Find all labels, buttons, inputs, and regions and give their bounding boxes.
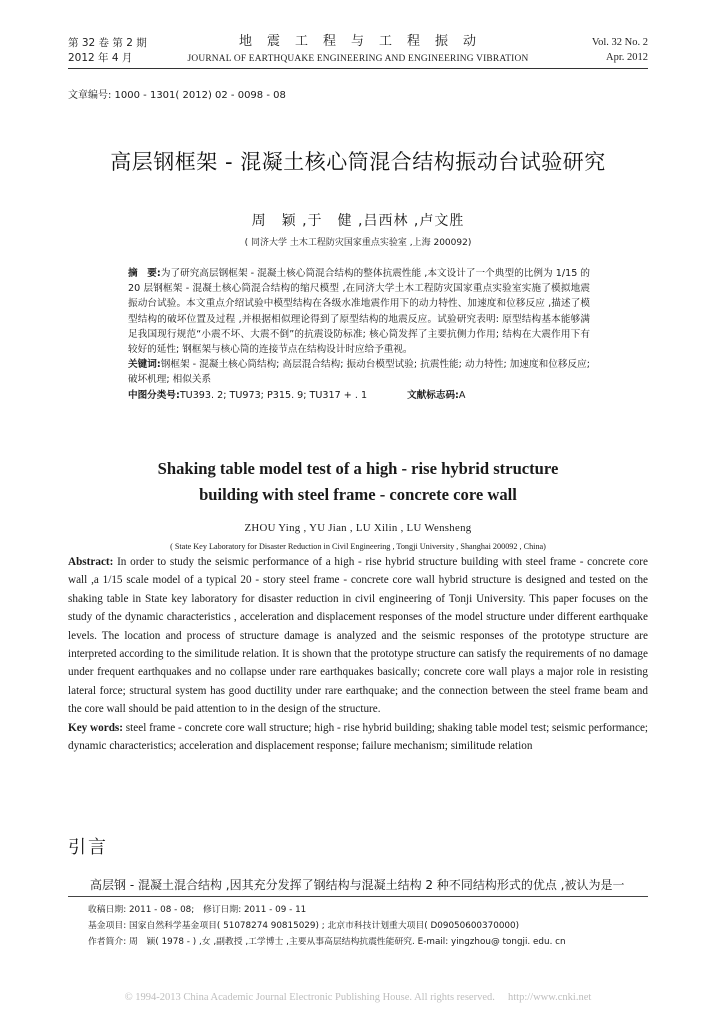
header-journal-en: JOURNAL OF EARTHQUAKE ENGINEERING AND ENGINEERING VIBRATION [187,54,529,64]
keywords-cn [128,357,590,387]
header-date: 2012 年 4 月 [68,52,133,64]
clc-value: TU393. 2; TU973; P315. 9; TU317 + . 1 [179,389,368,401]
abstract-cn-body: 为了研究高层钢框架 - 混凝土核心筒混合结构的整体抗震性能 ,本文设计了一个典型的比例为 1/15 的 20 层钢框架 - 混凝土核心筒混合结构的缩尺模型 ,在同济大学土木工程防灾国家重点实验室实施了模拟地震振动台试验。本文重点介绍试验中模型结构在各级水准地震作用下的动力特性、加速度和位移反应 ,描述了模型结构的破坏位置及过程 ,并根据相似理论得到了原型结构的地震反应。试验研究表明: 原型结构基本能够满足我国现行规范“小震不坏、大震不倒”的抗震设防标准; 核心筒发挥了主要抗侧力作用; 结构在大震作用下有较好的延性; 钢框架与核心筒的连接节点在结构设计时应给予重视。 [128,268,590,356]
abstract-cn [128,266,590,403]
title-cn: 高层钢框架 - 混凝土核心筒混合结构振动台试验研究 [110,150,606,174]
affiliation-en: ( State Key Laboratory for Disaster Reduction in Civil Engineering , Tongji University , Shanghai 200092 , China) [170,542,546,551]
abstract-cn-text [128,266,590,357]
copyright-footer: © 1994-2013 China Academic Journal Electronic Publishing House. All rights reserved. http://www.cnki.net [124,992,592,1003]
intro-first-line: 高层钢 - 混凝土混合结构 ,因其充分发挥了钢结构与混凝土结构 2 种不同结构形式的优点 ,被认为是一 [90,878,625,892]
article-number: 文章编号: 1000 - 1301( 2012) 02 - 0098 - 08 [68,90,286,101]
abstract-en-body: In order to study the seismic performance of a high - rise hybrid structure building with steel frame - concrete core wall ,a 1/15 scale model of a typical 20 - story steel frame - concrete core wall hybrid structure is designed and tested on the shaking table in State key laboratory for disaster reduction in civil engineering of Tonji University. This paper focuses on the study of the dynamic characteristics , acceleration and displacement responses of the model structure under different earthquake levels. The location and process of structure damage is analyzed and the seismic responses of the prototype structure are interpreted according to the similitude relation. It is shown that the prototype structure can satisfy the requirements of no damage under frequent earthquakes and no collapse under rare earthquakes basically; concrete core wall plays a major role in resisting lateral force; structural system has good ductility under rare earthquake; and the connection between the steel frame beam and the core wall should be paid attention to in the design of the structure. [68,556,648,716]
clc-label: 中图分类号: [128,389,180,401]
keywords-en-label: Key words: [68,721,123,734]
keywords-cn-label: 关键词: [128,359,161,371]
keywords-en-text: steel frame - concrete core wall structure; high - rise hybrid building; shaking table model test; seismic performance; dynamic characteristics; acceleration and displacement response; failure mechanism; similitude relation [68,721,649,753]
affiliation-cn: ( 同济大学 土木工程防灾国家重点实验室 ,上海 200092) [244,238,472,248]
title-en-line1: Shaking table model test of a high - rise hybrid structure [157,459,559,478]
header-rule [68,68,648,69]
title-en [68,456,648,508]
authors-cn: 周 颖 ,于 健 ,吕西林 ,卢文胜 [251,213,465,229]
footnote-fund: 基金项目: 国家自然科学基金项目( 51078274 90815029) ; 北京市科技计划重大项目( D09050600370000) [88,921,520,931]
footnote-rule [68,896,648,897]
header-month: Apr. 2012 [606,52,648,63]
keywords-en [68,719,648,756]
footnote-author: 作者简介: 周 颖( 1978 - ) ,女 ,副教授 ,工学博士 ,主要从事高层结构抗震性能研究. E-mail: yingzhou@ tongji. edu. cn [88,937,566,947]
abstract-en [68,553,648,755]
classification-line [128,388,590,403]
intro-heading: 引言 [68,837,108,858]
keywords-cn-text: 钢框架 - 混凝土核心筒结构; 高层混合结构; 振动台模型试验; 抗震性能; 动力特性; 加速度和位移反应; 破坏机理; 相似关系 [128,359,590,386]
abstract-en-label: Abstract: [68,556,114,568]
header-journal-cn: 地 震 工 程 与 工 程 振 动 [238,34,477,49]
doc-code-value: A [458,389,466,401]
authors-en: ZHOU Ying , YU Jian , LU Xilin , LU Wensheng [244,522,472,534]
header-volume-issue: 第 32 卷 第 2 期 [68,37,147,49]
abstract-en-text [68,553,648,719]
abstract-cn-label: 摘 要: [128,268,161,279]
title-en-line2: building with steel frame - concrete core wall [199,485,517,504]
footnote-received: 收稿日期: 2011 - 08 - 08; 修订日期: 2011 - 09 - 11 [88,905,307,915]
header-vol-no: Vol. 32 No. 2 [591,37,648,48]
doc-code-label: 文献标志码: [407,389,459,401]
